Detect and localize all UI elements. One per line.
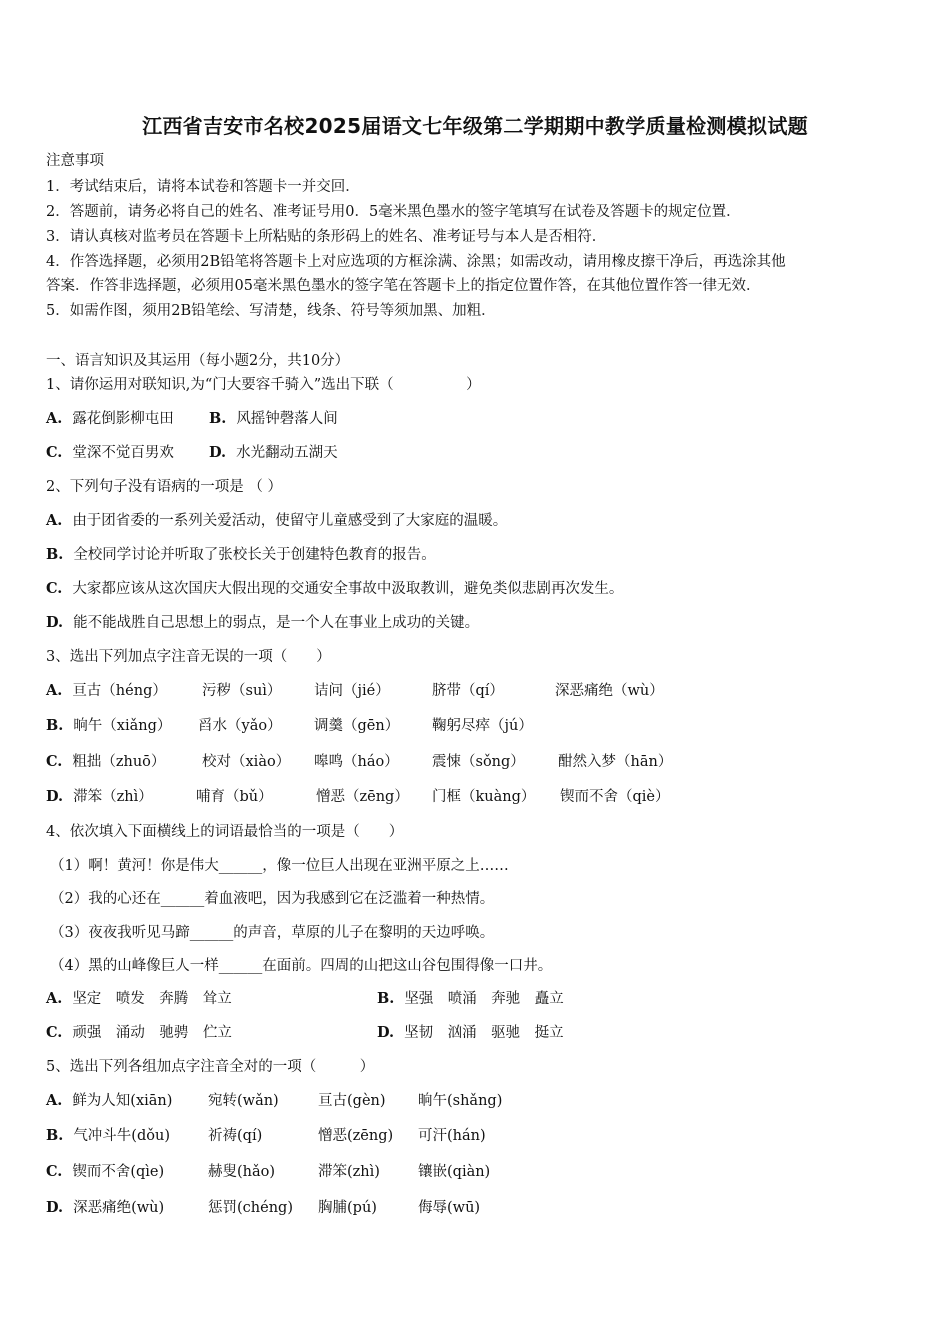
q4-sentence-2: （2）我的心还在______着血液吧，因为我感到它在泛滥着一种热情。 [50,891,495,907]
option-label: B. [46,1127,64,1144]
q3-option-a [46,681,167,701]
q5-option-a [46,1091,172,1111]
q2-stem: 2、下列句子没有语病的一项是 （ ） [46,479,282,495]
q3-b-item-2: 舀水（yǎo） [198,718,282,734]
option-label: D. [209,444,227,461]
option-text: 坚韧 汹涌 驱驰 挺立 [404,1025,564,1041]
q3-c-item-4: 震悚（sǒng） [432,754,525,770]
q5-c-item-3: 滞笨(zhì) [318,1164,380,1180]
q3-d-item-2: 哺育（bǔ） [196,789,273,805]
q4-sentence-3: （3）夜夜我听见马蹄______的声音，草原的儿子在黎明的天边呼唤。 [50,925,495,941]
q5-a-item-4: 晌午(shǎng) [418,1093,503,1109]
q4-sentence-4: （4）黑的山峰像巨人一样______在面前。四周的山把这山谷包围得像一口井。 [50,958,553,974]
option-item: 晌午（xiǎng） [73,718,172,734]
option-label: C. [46,1024,63,1041]
q5-d-item-3: 胸脯(pú) [318,1200,377,1216]
q4-option-c [46,1023,232,1043]
q4-option-b [377,989,564,1009]
q4-option-a [46,989,232,1009]
q5-a-item-2: 宛转(wǎn) [208,1093,279,1109]
q3-b-item-4: 鞠躬尽瘁（jú） [432,718,533,734]
q5-stem: 5、选出下列各组加点字注音全对的一项（ ） [46,1059,375,1075]
option-label: A. [46,1092,63,1109]
q3-option-d [46,787,153,807]
option-text: 堂深不觉百男欢 [72,445,174,461]
q5-c-item-4: 镶嵌(qiàn) [418,1164,491,1180]
notice-item-3: 3．请认真核对监考员在答题卡上所粘贴的条形码上的姓名、准考证号与本人是否相符． [46,229,607,245]
option-label: A. [46,512,63,529]
option-label: B. [377,990,395,1007]
q3-a-item-4: 脐带（qí） [432,683,504,699]
notice-item-2: 2．答题前，请务必将自己的姓名、准考证号用0．5毫米黑色墨水的签字笔填写在试卷及答题卡的规定位置． [46,204,741,220]
q3-c-item-2: 校对（xiào） [202,754,291,770]
q3-a-item-2: 污秽（suì） [202,683,282,699]
notice-item-4: 4．作答选择题，必须用2B铅笔将答题卡上对应选项的方框涂满、涂黑；如需改动，请用橡皮擦干净后，再选涂其他 [46,254,786,270]
option-text: 水光翻动五湖天 [236,445,338,461]
option-text: 露花倒影柳屯田 [72,411,174,427]
option-item: 鲜为人知(xiān) [72,1093,173,1109]
q2-option-b [46,545,436,565]
option-text: 坚定 喷发 奔腾 耸立 [72,991,232,1007]
option-item: 锲而不舍(qìe) [72,1164,165,1180]
section-heading: 一、语言知识及其运用（每小题2分，共10分） [46,353,350,369]
q5-option-b [46,1126,170,1146]
q1-option-b [209,409,338,429]
option-item: 深恶痛绝(wù) [73,1200,165,1216]
q3-a-item-3: 诘问（jié） [314,683,390,699]
option-text: 由于团省委的一系列关爱活动，使留守儿童感受到了大家庭的温暖。 [72,513,508,529]
page-title: 江西省吉安市名校2025届语文七年级第二学期期中教学质量检测模拟试题 [142,114,808,138]
option-label: D. [46,788,64,805]
option-text: 全校同学讨论并听取了张校长关于创建特色教育的报告。 [73,547,436,563]
option-label: B. [46,717,64,734]
option-label: A. [46,682,63,699]
q3-option-b [46,716,171,736]
q1-stem: 1、请你运用对联知识,为“门大要容千骑入”选出下联（ ） [46,377,481,393]
q2-option-c [46,579,623,599]
q5-d-item-2: 惩罚(chéng) [208,1200,293,1216]
option-text: 风摇钟磬落人间 [236,411,338,427]
q3-a-item-5: 深恶痛绝（wù） [555,683,664,699]
option-item: 滞笨（zhì） [73,789,153,805]
notice-item-4-cont: 答案．作答非选择题，必须用05毫米黑色墨水的签字笔在答题卡上的指定位置作答，在其他位置作答一律无效． [46,278,761,294]
q5-a-item-3: 亘古(gèn) [318,1093,386,1109]
option-item: 亘古（héng） [72,683,167,699]
q3-d-item-3: 憎恶（zēng） [316,789,409,805]
notice-item-1: 1．考试结束后，请将本试卷和答题卡一并交回． [46,179,360,195]
q3-stem: 3、选出下列加点字注音无误的一项（ ） [46,649,331,665]
q1-option-c [46,443,174,463]
option-label: A. [46,990,63,1007]
option-label: D. [46,614,64,631]
option-label: B. [209,410,227,427]
q5-option-d [46,1198,164,1218]
option-label: D. [46,1199,64,1216]
q3-b-item-3: 调羹（gēn） [314,718,400,734]
option-label: C. [46,1163,63,1180]
option-item: 气冲斗牛(dǒu) [73,1128,170,1144]
option-label: A. [46,410,63,427]
option-text: 大家都应该从这次国庆大假出现的交通安全事故中汲取教训，避免类似悲剧再次发生。 [72,581,624,597]
q3-c-item-3: 嗥鸣（háo） [314,754,399,770]
option-label: B. [46,546,64,563]
option-text: 顽强 涌动 驰骋 伫立 [72,1025,232,1041]
q2-option-a [46,511,507,531]
q2-option-d [46,613,479,633]
notice-item-5: 5．如需作图，须用2B铅笔绘、写清楚，线条、符号等须加黑、加粗． [46,303,496,319]
option-label: C. [46,753,63,770]
q5-b-item-3: 憎恶(zēng) [318,1128,394,1144]
q4-sentence-1: （1）啊！黄河！你是伟大______，像一位巨人出现在亚洲平原之上…… [50,858,509,874]
q5-c-item-2: 赫叟(hǎo) [208,1164,276,1180]
q3-d-item-4: 门框（kuàng） [432,789,536,805]
q4-stem: 4、依次填入下面横线上的词语最恰当的一项是（ ） [46,824,404,840]
q5-b-item-4: 可汗(hán) [418,1128,486,1144]
option-label: D. [377,1024,395,1041]
option-label: C. [46,444,63,461]
q3-d-item-5: 锲而不舍（qiè） [560,789,670,805]
q1-option-a [46,409,174,429]
option-item: 粗拙（zhuō） [72,754,166,770]
q5-option-c [46,1162,164,1182]
q3-option-c [46,752,165,772]
notice-heading: 注意事项 [46,153,104,169]
option-text: 坚强 喷涌 奔驰 矗立 [404,991,564,1007]
option-label: C. [46,580,63,597]
q5-b-item-2: 祈祷(qí) [208,1128,263,1144]
q4-option-d [377,1023,564,1043]
q5-d-item-4: 侮辱(wū) [418,1200,481,1216]
q3-c-item-5: 酣然入梦（hān） [558,754,673,770]
q1-option-d [209,443,338,463]
option-text: 能不能战胜自己思想上的弱点，是一个人在事业上成功的关键。 [73,615,480,631]
